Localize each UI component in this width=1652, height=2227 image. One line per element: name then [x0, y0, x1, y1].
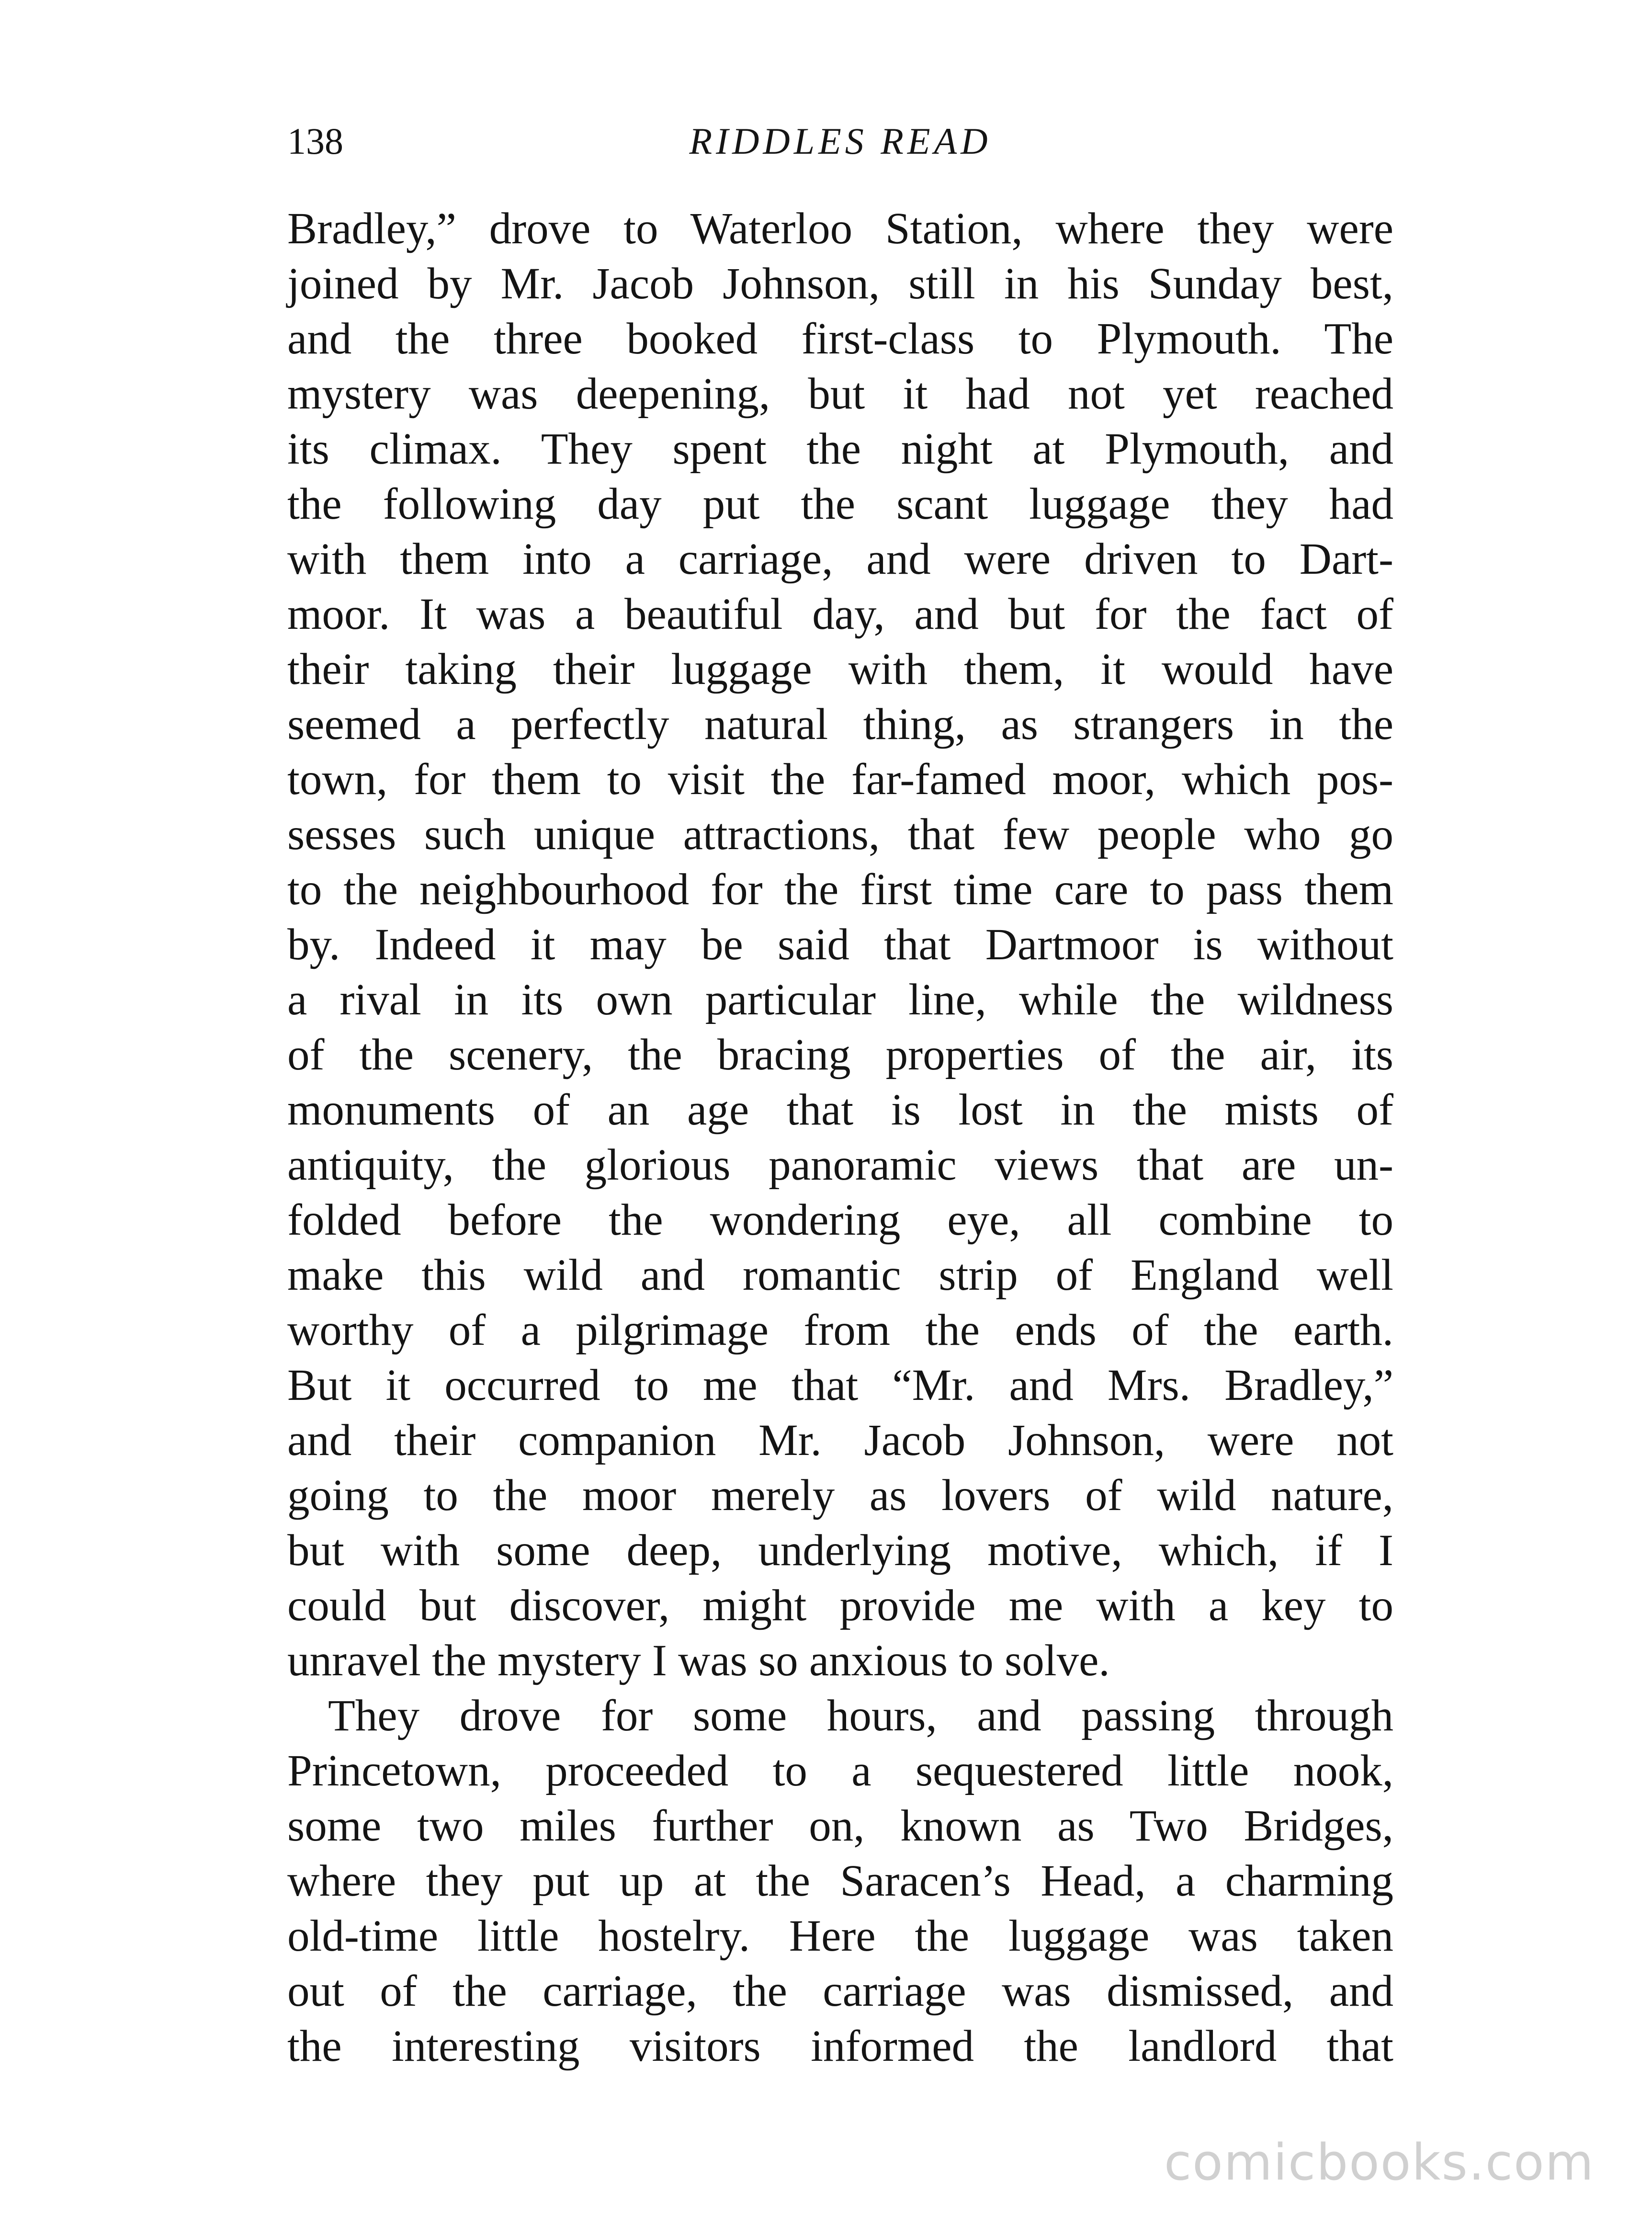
- text-line: could but discover, might provide me with a key to: [287, 1581, 1393, 1630]
- text-line: the following day put the scant luggage they had: [287, 479, 1393, 529]
- text-line: going to the moor merely as lovers of wild nature,: [287, 1471, 1393, 1520]
- text-line: its climax. They spent the night at Plymouth, and: [287, 424, 1393, 474]
- text-line: with them into a carriage, and were driven to Dart-: [287, 534, 1393, 584]
- text-line: town, for them to visit the far-famed moor, which pos-: [287, 755, 1393, 804]
- text-line: monuments of an age that is lost in the mists of: [287, 1085, 1393, 1135]
- text-line: seemed a perfectly natural thing, as strangers in the: [287, 700, 1393, 749]
- text-line: mystery was deepening, but it had not yet reached: [287, 369, 1393, 419]
- running-title: RIDDLES READ: [689, 120, 992, 162]
- text-line: of the scenery, the bracing properties of the air, its: [287, 1030, 1393, 1079]
- text-line: and their companion Mr. Jacob Johnson, were not: [287, 1416, 1393, 1465]
- text-line: antiquity, the glorious panoramic views that are un-: [287, 1140, 1393, 1190]
- text-line: joined by Mr. Jacob Johnson, still in his Sunday best,: [287, 259, 1393, 308]
- text-line: make this wild and romantic strip of England well: [287, 1250, 1393, 1300]
- page-number: 138: [287, 120, 343, 162]
- text-line: to the neighbourhood for the first time care to pass them: [287, 865, 1393, 914]
- text-line: They drove for some hours, and passing through: [328, 1691, 1393, 1740]
- text-line: sesses such unique attractions, that few people who go: [287, 810, 1393, 859]
- text-line: moor. It was a beautiful day, and but for the fact of: [287, 590, 1393, 639]
- text-line: but with some deep, underlying motive, which, if I: [287, 1526, 1393, 1575]
- text-line: where they put up at the Saracen’s Head, a charming: [287, 1856, 1393, 1906]
- body-text: [287, 201, 1393, 2074]
- watermark: comicbooks.com: [1164, 2133, 1595, 2192]
- text-line: the interesting visitors informed the landlord that: [287, 2022, 1393, 2071]
- text-line: out of the carriage, the carriage was dismissed, and: [287, 1966, 1393, 2016]
- text-line: by. Indeed it may be said that Dartmoor is without: [287, 920, 1393, 969]
- text-line: old-time little hostelry. Here the luggage was taken: [287, 1911, 1393, 1961]
- text-line: and the three booked first-class to Plymouth. The: [287, 314, 1393, 364]
- text-line: a rival in its own particular line, while the wildness: [287, 975, 1393, 1024]
- text-line: folded before the wondering eye, all combine to: [287, 1195, 1393, 1245]
- paragraph-1: [287, 201, 1393, 1688]
- paragraph-2: [287, 1688, 1393, 2074]
- text-line: But it occurred to me that “Mr. and Mrs. Bradley,”: [287, 1361, 1393, 1410]
- text-line: Bradley,” drove to Waterloo Station, where they were: [287, 204, 1393, 253]
- text-line: their taking their luggage with them, it would have: [287, 645, 1393, 694]
- text-line: worthy of a pilgrimage from the ends of the earth.: [287, 1306, 1393, 1355]
- running-head: [287, 115, 1393, 168]
- text-line: unravel the mystery I was so anxious to solve.: [287, 1636, 1110, 1685]
- text-line: some two miles further on, known as Two Bridges,: [287, 1801, 1393, 1851]
- text-line: Princetown, proceeded to a sequestered little nook,: [287, 1746, 1393, 1795]
